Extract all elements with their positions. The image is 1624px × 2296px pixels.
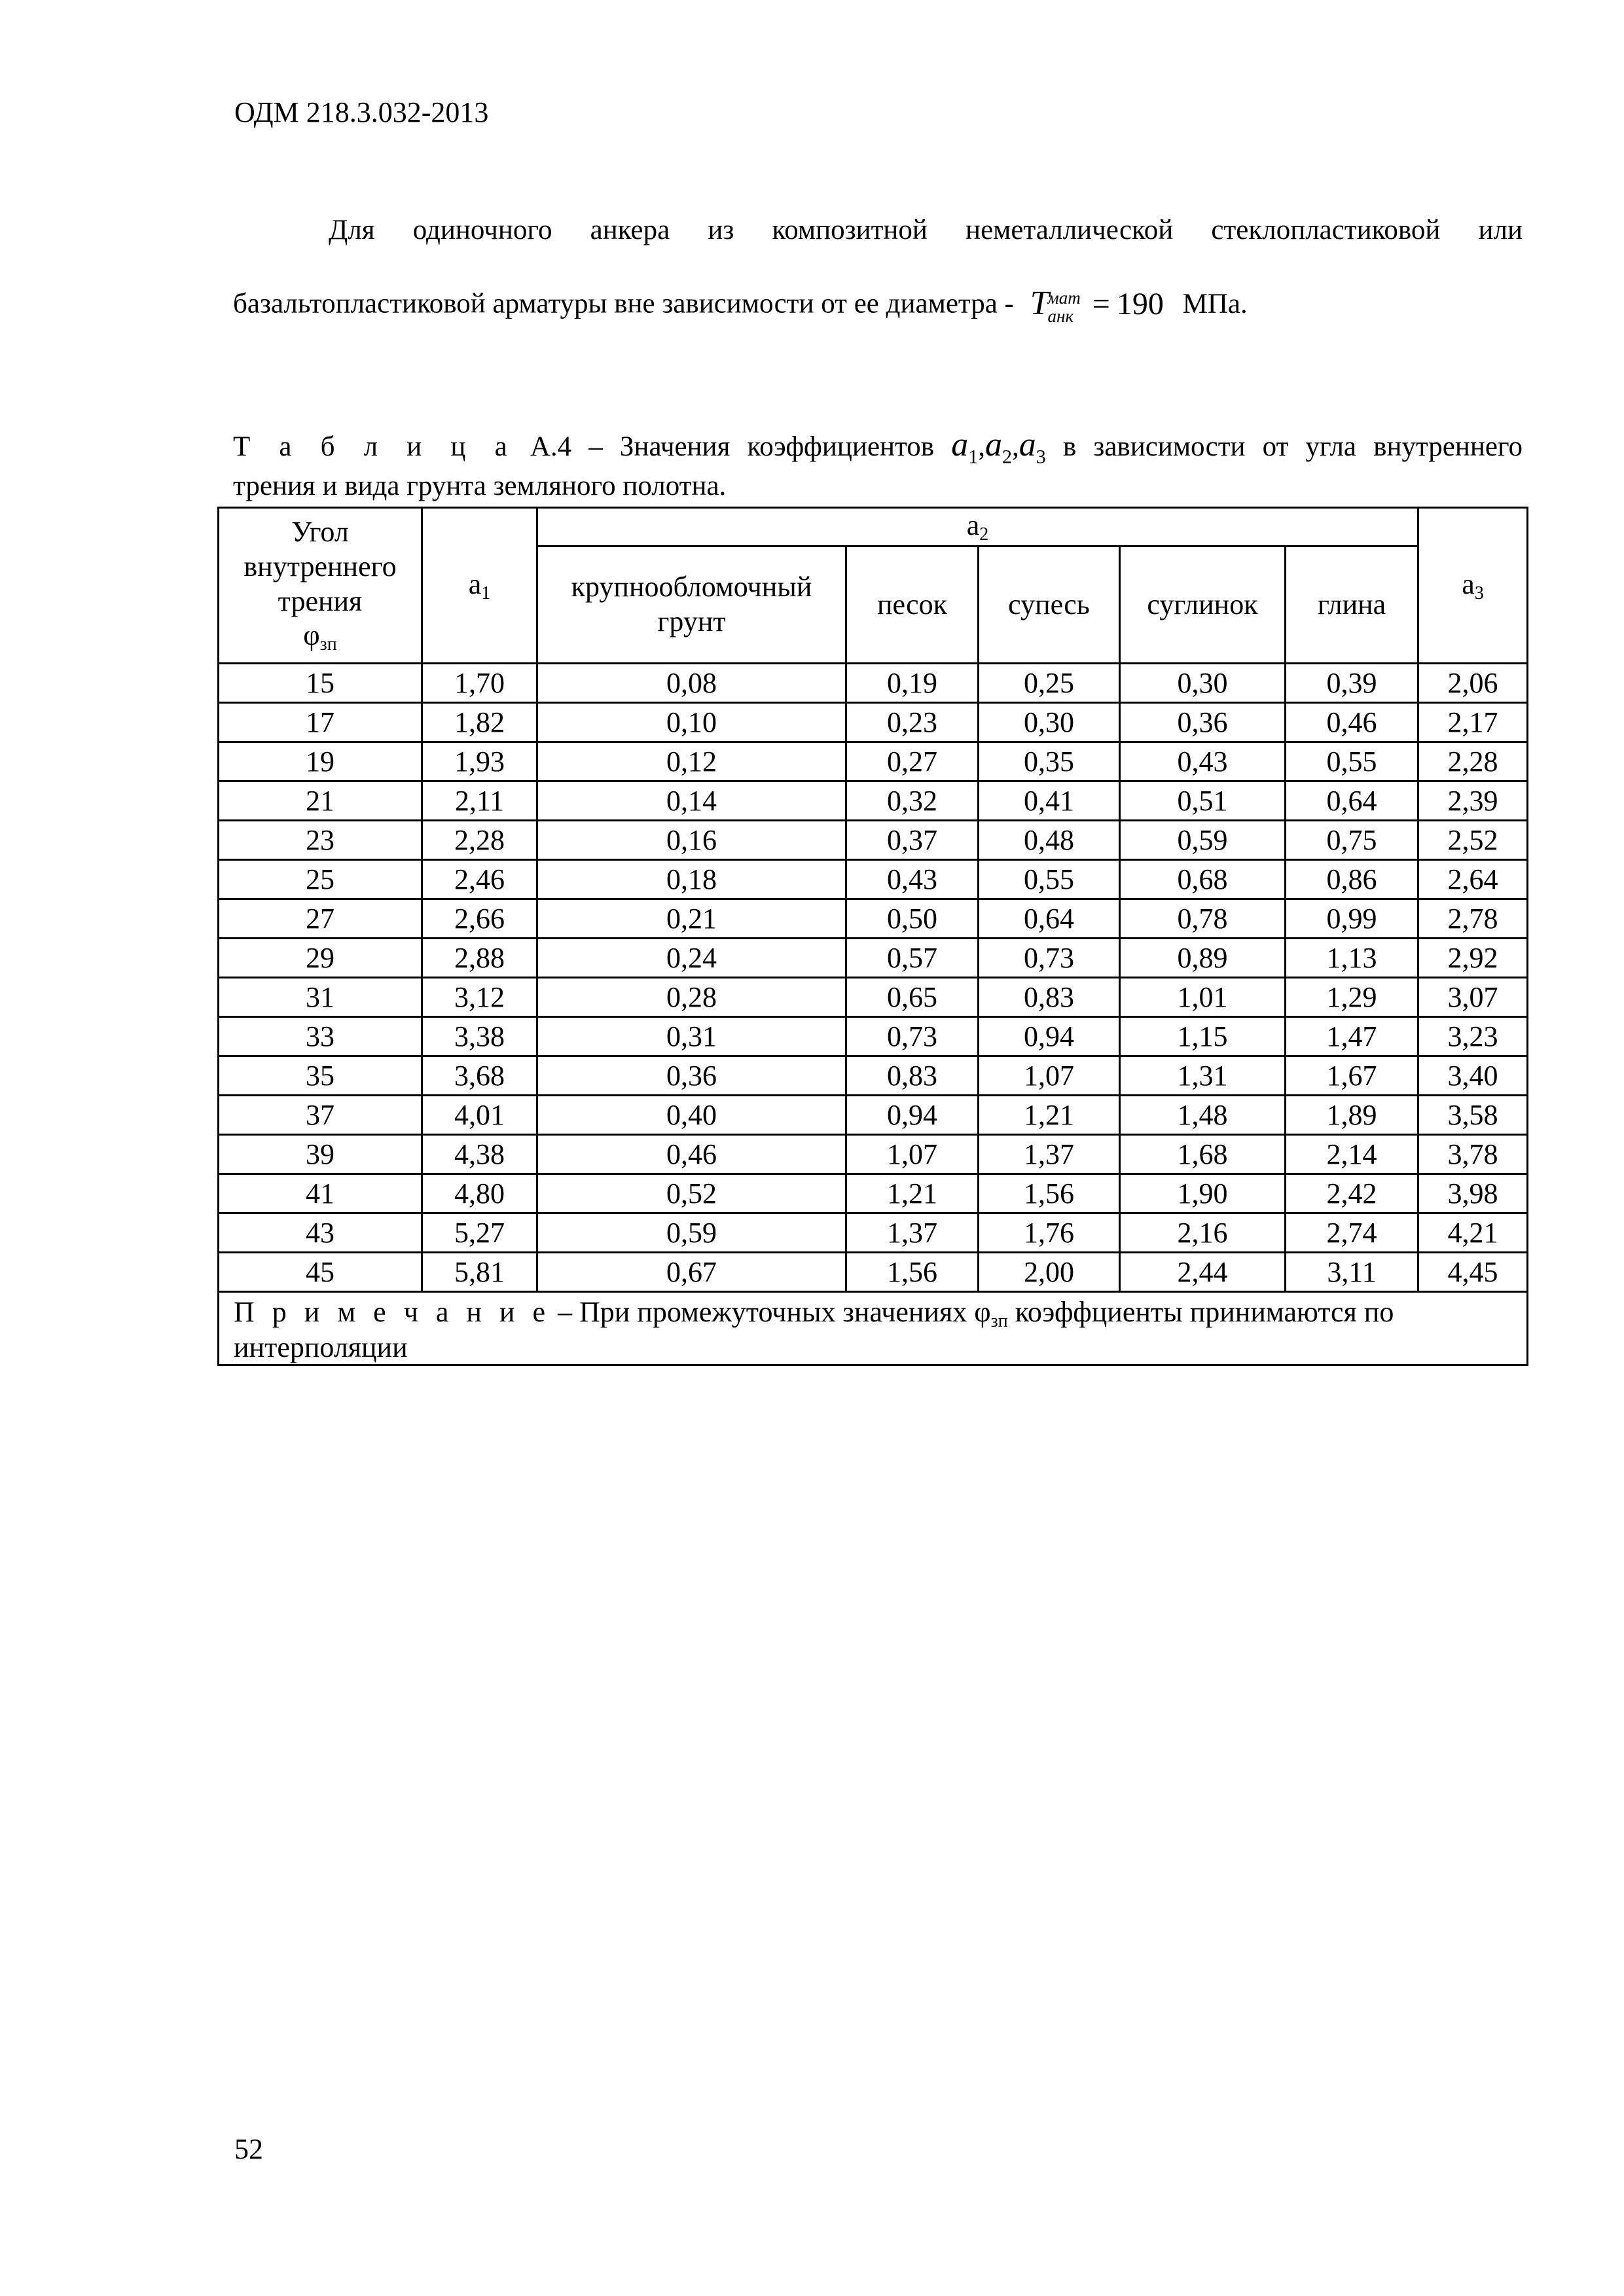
table-cell: 2,28 [1418,742,1528,781]
header-soil-clay: глина [1286,547,1418,664]
table-cell: 1,48 [1120,1096,1286,1135]
anchor-strength-formula [1030,287,1164,325]
table-cell: 1,01 [1120,978,1286,1017]
table-cell: 0,55 [979,860,1120,899]
header-soil-coarse: крупнообломочный грунт [537,547,846,664]
table-cell: 45 [219,1253,422,1292]
table-cell: 2,88 [422,939,537,978]
table-cell: 0,36 [1120,703,1286,742]
coefficient-a2: $a_2$ [984,426,1012,468]
table-cell: 0,52 [537,1174,846,1213]
header-soil-sandy-loam: супесь [979,547,1120,664]
table-cell: 39 [219,1135,422,1174]
table-cell: 0,40 [537,1096,846,1135]
table-cell: 2,28 [422,821,537,860]
table-cell: 2,78 [1418,899,1528,939]
table-cell: 0,51 [1120,781,1286,821]
header-a3: $a_3$ [1418,508,1528,664]
table-cell: 2,39 [1418,781,1528,821]
table-cell: 0,89 [1120,939,1286,978]
table-cell: 5,81 [422,1253,537,1292]
table-cell: 3,07 [1418,978,1528,1017]
table-row [219,742,1528,781]
table-cell: 43 [219,1213,422,1253]
table-cell: 0,25 [979,664,1120,703]
intro-paragraph-line-1: Для одиночного анкера из композитной неметаллической стеклопластиковой или [329,215,1523,245]
formula-superscript: мат [1047,287,1081,308]
table-cell: 3,38 [422,1017,537,1056]
table-cell: 0,36 [537,1056,846,1096]
header-soil-loam: суглинок [1120,547,1286,664]
table-cell: 0,19 [846,664,979,703]
table-cell: 0,14 [537,781,846,821]
table-cell: 1,21 [846,1174,979,1213]
table-cell: 0,37 [846,821,979,860]
table-cell: 1,70 [422,664,537,703]
table-cell: 0,23 [846,703,979,742]
table-cell: 5,27 [422,1213,537,1253]
table-cell: 1,56 [979,1174,1120,1213]
table-cell: 0,35 [979,742,1120,781]
table-cell: 0,30 [1120,664,1286,703]
table-cell: 1,29 [1286,978,1418,1017]
table-cell: 0,50 [846,899,979,939]
table-cell: 1,21 [979,1096,1120,1135]
coefficients-table [217,507,1528,1366]
table-cell: 0,83 [979,978,1120,1017]
table-cell: 31 [219,978,422,1017]
formula-value: 190 [1116,287,1164,321]
table-cell: 2,14 [1286,1135,1418,1174]
table-cell: 1,13 [1286,939,1418,978]
note-line-2: интерполяции [234,1331,408,1363]
table-cell: 33 [219,1017,422,1056]
table-cell: 1,07 [846,1135,979,1174]
table-cell: 1,82 [422,703,537,742]
table-cell: 1,89 [1286,1096,1418,1135]
table-cell: 0,30 [979,703,1120,742]
table-cell: 1,93 [422,742,537,781]
intro-text: базальтопластиковой арматуры вне зависимости от ее диаметра - [233,288,1014,319]
table-cell: 4,80 [422,1174,537,1213]
table-cell: 37 [219,1096,422,1135]
table-cell: 0,31 [537,1017,846,1056]
document-code: ОДМ 218.3.032-2013 [234,96,489,128]
header-soil-sand: песок [846,547,979,664]
formula-symbol: T [1030,285,1049,322]
table-cell: 19 [219,742,422,781]
table-cell: 0,08 [537,664,846,703]
table-cell: 0,39 [1286,664,1418,703]
table-row [219,860,1528,899]
table-cell: 2,06 [1418,664,1528,703]
table-cell: 0,32 [846,781,979,821]
table-cell: 4,45 [1418,1253,1528,1292]
table-cell: 0,24 [537,939,846,978]
table-cell: 2,44 [1120,1253,1286,1292]
table-row [219,899,1528,939]
table-cell: 35 [219,1056,422,1096]
table-cell: 1,37 [979,1135,1120,1174]
table-row [219,978,1528,1017]
table-cell: 3,68 [422,1056,537,1096]
table-row [219,1056,1528,1096]
intro-paragraph-line-2 [233,287,1523,325]
table-cell: 3,12 [422,978,537,1017]
table-cell: 0,73 [979,939,1120,978]
table-cell: 0,67 [537,1253,846,1292]
table-cell: 2,17 [1418,703,1528,742]
table-cell: 1,31 [1120,1056,1286,1096]
table-cell: 41 [219,1174,422,1213]
table-cell: 0,59 [537,1213,846,1253]
table-cell: 0,73 [846,1017,979,1056]
table-cell: 0,28 [537,978,846,1017]
table-row [219,703,1528,742]
table-cell: 2,52 [1418,821,1528,860]
table-cell: 2,42 [1286,1174,1418,1213]
table-cell: 1,47 [1286,1017,1418,1056]
table-cell: 0,57 [846,939,979,978]
table-cell: 0,94 [846,1096,979,1135]
table-cell: 25 [219,860,422,899]
table-cell: 2,66 [422,899,537,939]
table-row [219,1017,1528,1056]
table-cell: 2,16 [1120,1213,1286,1253]
table-note: П р и м е ч а н и е – При промежуточных значениях $\varphi_{зп}$ коэффциенты принимаются по интерполяции [219,1292,1528,1365]
table-cell: 0,12 [537,742,846,781]
table-cell: 0,41 [979,781,1120,821]
table-cell: 0,27 [846,742,979,781]
formula-equals: = [1092,287,1110,321]
table-cell: 0,64 [979,899,1120,939]
table-cell: 4,21 [1418,1213,1528,1253]
table-row [219,1213,1528,1253]
table-cell: 2,00 [979,1253,1120,1292]
table-cell: 23 [219,821,422,860]
table-cell: 3,58 [1418,1096,1528,1135]
page-number: 52 [234,2133,263,2165]
table-cell: 0,68 [1120,860,1286,899]
table-cell: 1,90 [1120,1174,1286,1213]
table-cell: 0,94 [979,1017,1120,1056]
table-caption-label: Т а б л и ц а [233,431,513,462]
table-cell: 2,64 [1418,860,1528,899]
table-cell: 2,74 [1286,1213,1418,1253]
table-cell: 2,46 [422,860,537,899]
table-caption-line-1: Т а б л и ц а А.4 – Значения коэффициентов $a_1,a_2,a_3$ в зависимости от угла внутреннего [233,426,1523,468]
table-row [219,781,1528,821]
table-row [219,664,1528,703]
table-cell: 0,16 [537,821,846,860]
table-cell: 3,11 [1286,1253,1418,1292]
table-caption-number: А.4 – Значения коэффициентов [530,431,935,462]
table-cell: 3,78 [1418,1135,1528,1174]
table-cell: 1,68 [1120,1135,1286,1174]
table-cell: 0,75 [1286,821,1418,860]
table-cell: 2,92 [1418,939,1528,978]
table-cell: 0,43 [846,860,979,899]
table-cell: 0,48 [979,821,1120,860]
table-cell: 0,99 [1286,899,1418,939]
table-cell: 3,40 [1418,1056,1528,1096]
coefficient-a3: $a_3$ [1019,426,1046,468]
table-cell: 21 [219,781,422,821]
table-caption-rest: в зависимости от угла внутреннего [1062,431,1523,462]
table-cell: 1,37 [846,1213,979,1253]
table-cell: 0,86 [1286,860,1418,899]
table-cell: 17 [219,703,422,742]
table-cell: 0,10 [537,703,846,742]
table-cell: 1,15 [1120,1017,1286,1056]
table-cell: 1,07 [979,1056,1120,1096]
table-cell: 4,38 [422,1135,537,1174]
table-cell: 2,11 [422,781,537,821]
table-cell: 1,76 [979,1213,1120,1253]
table-row [219,1135,1528,1174]
table-cell: 1,67 [1286,1056,1418,1096]
table-row [219,1253,1528,1292]
table-row [219,821,1528,860]
header-a1: $a_1$ [422,508,537,664]
table-cell: 0,78 [1120,899,1286,939]
table-cell: 0,64 [1286,781,1418,821]
table-cell: 0,55 [1286,742,1418,781]
table-cell: 27 [219,899,422,939]
formula-subscript: анк [1047,306,1074,326]
table-cell: 0,21 [537,899,846,939]
table-caption-line-2: трения и вида грунта земляного полотна. [233,471,727,501]
table-cell: 15 [219,664,422,703]
table-cell: 0,18 [537,860,846,899]
table-cell: 4,01 [422,1096,537,1135]
header-a2: $a_2$ [537,508,1418,547]
table-row [219,1096,1528,1135]
table-cell: 0,83 [846,1056,979,1096]
table-cell: 3,98 [1418,1174,1528,1213]
table-row [219,939,1528,978]
table-cell: 0,59 [1120,821,1286,860]
note-title: П р и м е ч а н и е [234,1296,550,1328]
table-cell: 0,46 [1286,703,1418,742]
table-cell: 0,46 [537,1135,846,1174]
formula-unit: МПа. [1182,288,1248,319]
table-cell: 29 [219,939,422,978]
table-body [219,664,1528,1292]
formula-indices [1048,289,1081,326]
coefficient-a1: $a_1$ [951,426,979,468]
table-cell: 0,43 [1120,742,1286,781]
table-cell: 1,56 [846,1253,979,1292]
table-row [219,1174,1528,1213]
table-cell: 0,65 [846,978,979,1017]
table-cell: 3,23 [1418,1017,1528,1056]
header-friction-angle: Угол внутреннего трения $\varphi_{зп}$ [219,508,422,664]
